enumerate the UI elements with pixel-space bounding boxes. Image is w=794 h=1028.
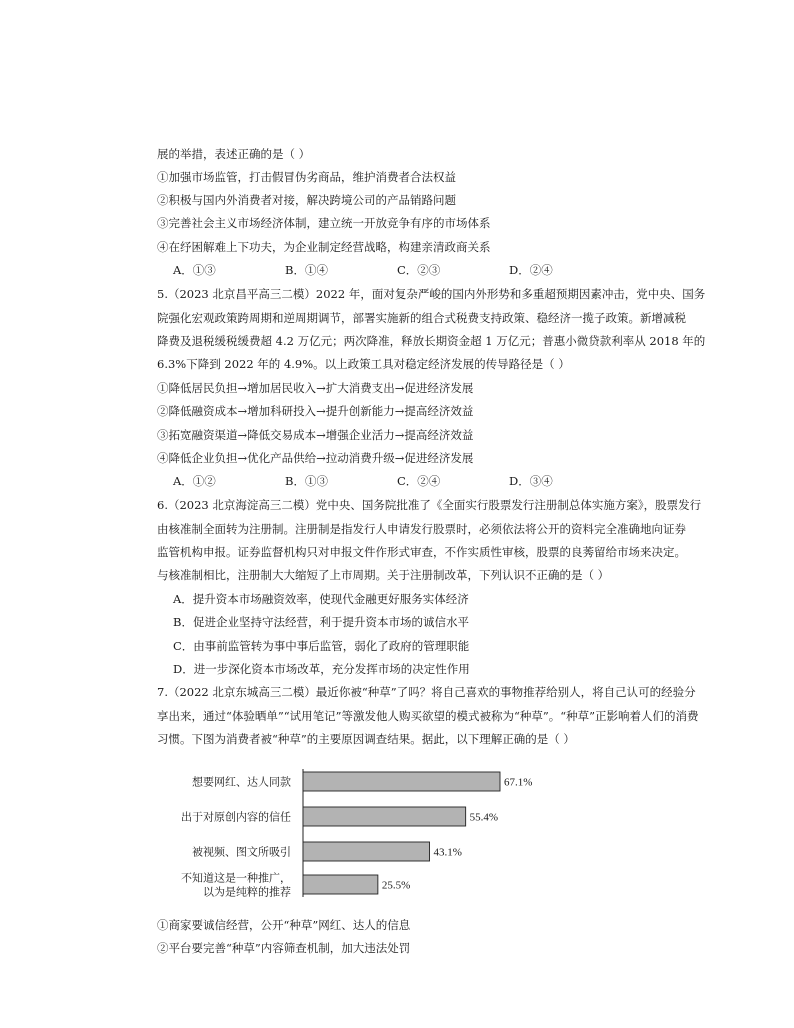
q4-stem: 展的举措，表述正确的是（ ）	[157, 147, 311, 161]
chart-value-label-1: 67.1%	[504, 776, 533, 789]
chart-category-label-2: 出于对原创内容的信任	[181, 810, 291, 824]
q5-item-2: ②降低融资成本→增加科研投入→提升创新能力→提高经济效益	[157, 404, 474, 418]
q4-option-c[interactable]: C．②③	[397, 263, 441, 277]
q4-item-3: ③完善社会主义市场经济体制，建立统一开放竞争有序的市场体系	[157, 216, 491, 230]
chart-bar-4	[303, 875, 378, 894]
chart-value-label-4: 25.5%	[381, 879, 411, 892]
q5-stem-line-4: 6.3%下降到 2022 年的 4.9%。以上政策工具对稳定经济发展的传导路径是（ ）	[157, 357, 570, 371]
q6-choice-d[interactable]: D．进一步深化资本市场改革，充分发挥市场的决定性作用	[173, 662, 470, 676]
q5-item-1: ①降低居民负担→增加居民收入→扩大消费支出→促进经济发展	[157, 381, 474, 395]
chart-bar-2	[303, 807, 466, 826]
q4-item-1: ①加强市场监管，打击假冒伪劣商品，维护消费者合法权益	[157, 170, 456, 184]
q4-options	[173, 262, 593, 278]
q7-stem-line-1: 7.（2022 北京东城高三二模）最近你被“种草”了吗？将自己喜欢的事物推荐给别人，将自己认可的经验分	[157, 685, 696, 699]
q4-option-d[interactable]: D．②④	[509, 263, 553, 277]
q5-option-d[interactable]: D．③④	[509, 474, 553, 488]
q6-choice-c[interactable]: C．由事前监管转为事中事后监管，弱化了政府的管理职能	[173, 639, 470, 653]
q5-stem-line-2: 院强化宏观政策跨周期和逆周期调节，部署实施新的组合式税费支持政策、稳经济一揽子政策。新增减税	[157, 311, 686, 325]
q6-stem-line-2: 由核准制全面转为注册制。注册制是指发行人申请发行股票时，必须依法将公开的资料完全准确地向证券	[157, 522, 686, 536]
q5-stem-line-3: 降费及退税缓税缓费超 4.2 万亿元；两次降准，释放长期资金超 1 万亿元；普惠小微贷款利率从 2018 年的	[157, 334, 706, 348]
survey-bar-chart	[157, 762, 557, 912]
q5-stem-line-1: 5.（2023 北京昌平高三二模）2022 年，面对复杂严峻的国内外形势和多重超预期因素冲击，党中央、国务	[157, 287, 706, 301]
q4-item-2: ②积极与国内外消费者对接，解决跨境公司的产品销路问题	[157, 193, 456, 207]
q4-item-4: ④在纾困解难上下功夫，为企业制定经营战略，构建亲清政商关系	[157, 240, 491, 254]
q5-option-c[interactable]: C．②④	[397, 474, 441, 488]
chart-category-label-3: 被视频、图文所吸引	[192, 845, 291, 859]
q5-option-b[interactable]: B．①③	[285, 474, 328, 488]
q5-item-4: ④降低企业负担→优化产品供给→拉动消费升级→促进经济发展	[157, 451, 474, 465]
q5-item-3: ③拓宽融资渠道→降低交易成本→增强企业活力→提高经济效益	[157, 428, 474, 442]
q7-stem-line-3: 习惯。下图为消费者被“种草”的主要原因调查结果。据此，以下理解正确的是（ ）	[157, 732, 575, 746]
chart-bar-1	[303, 772, 500, 791]
q4-option-a[interactable]: A．①③	[173, 263, 216, 277]
q6-choice-a[interactable]: A．提升资本市场融资效率，使现代金融更好服务实体经济	[173, 592, 469, 606]
q6-stem-line-4: 与核准制相比，注册制大大缩短了上市周期。关于注册制改革，下列认识不正确的是（ ）	[157, 568, 610, 582]
q5-options	[173, 473, 593, 489]
q6-stem-line-3: 监管机构申报。证券监督机构只对申报文件作形式审查，不作实质性审核，股票的良莠留给市场来决定。	[157, 545, 686, 559]
q5-option-a[interactable]: A．①②	[173, 474, 216, 488]
q7-item-2: ②平台要完善“种草”内容筛查机制，加大违法处罚	[157, 941, 411, 955]
q7-stem-line-2: 享出来，通过“体验晒单”“试用笔记”等激发他人购买欲望的模式被称为“种草”。“种草”正影响着人们的消费	[157, 709, 699, 723]
chart-category-label-4: 不知道这是一种推广，以为是纯粹的推荐	[181, 871, 291, 899]
q7-item-1: ①商家要诚信经营，公开“种草”网红、达人的信息	[157, 918, 411, 932]
chart-category-label-1: 想要网红、达人同款	[192, 775, 291, 789]
q6-choice-b[interactable]: B．促进企业坚持守法经营，利于提升资本市场的诚信水平	[173, 615, 469, 629]
q4-option-b[interactable]: B．①④	[285, 263, 328, 277]
chart-bar-3	[303, 842, 430, 861]
q6-stem-line-1: 6.（2023 北京海淀高三二模）党中央、国务院批准了《全面实行股票发行注册制总体实施方案》，股票发行	[157, 498, 702, 512]
chart-value-label-2: 55.4%	[469, 811, 499, 824]
chart-value-label-3: 43.1%	[433, 846, 462, 859]
